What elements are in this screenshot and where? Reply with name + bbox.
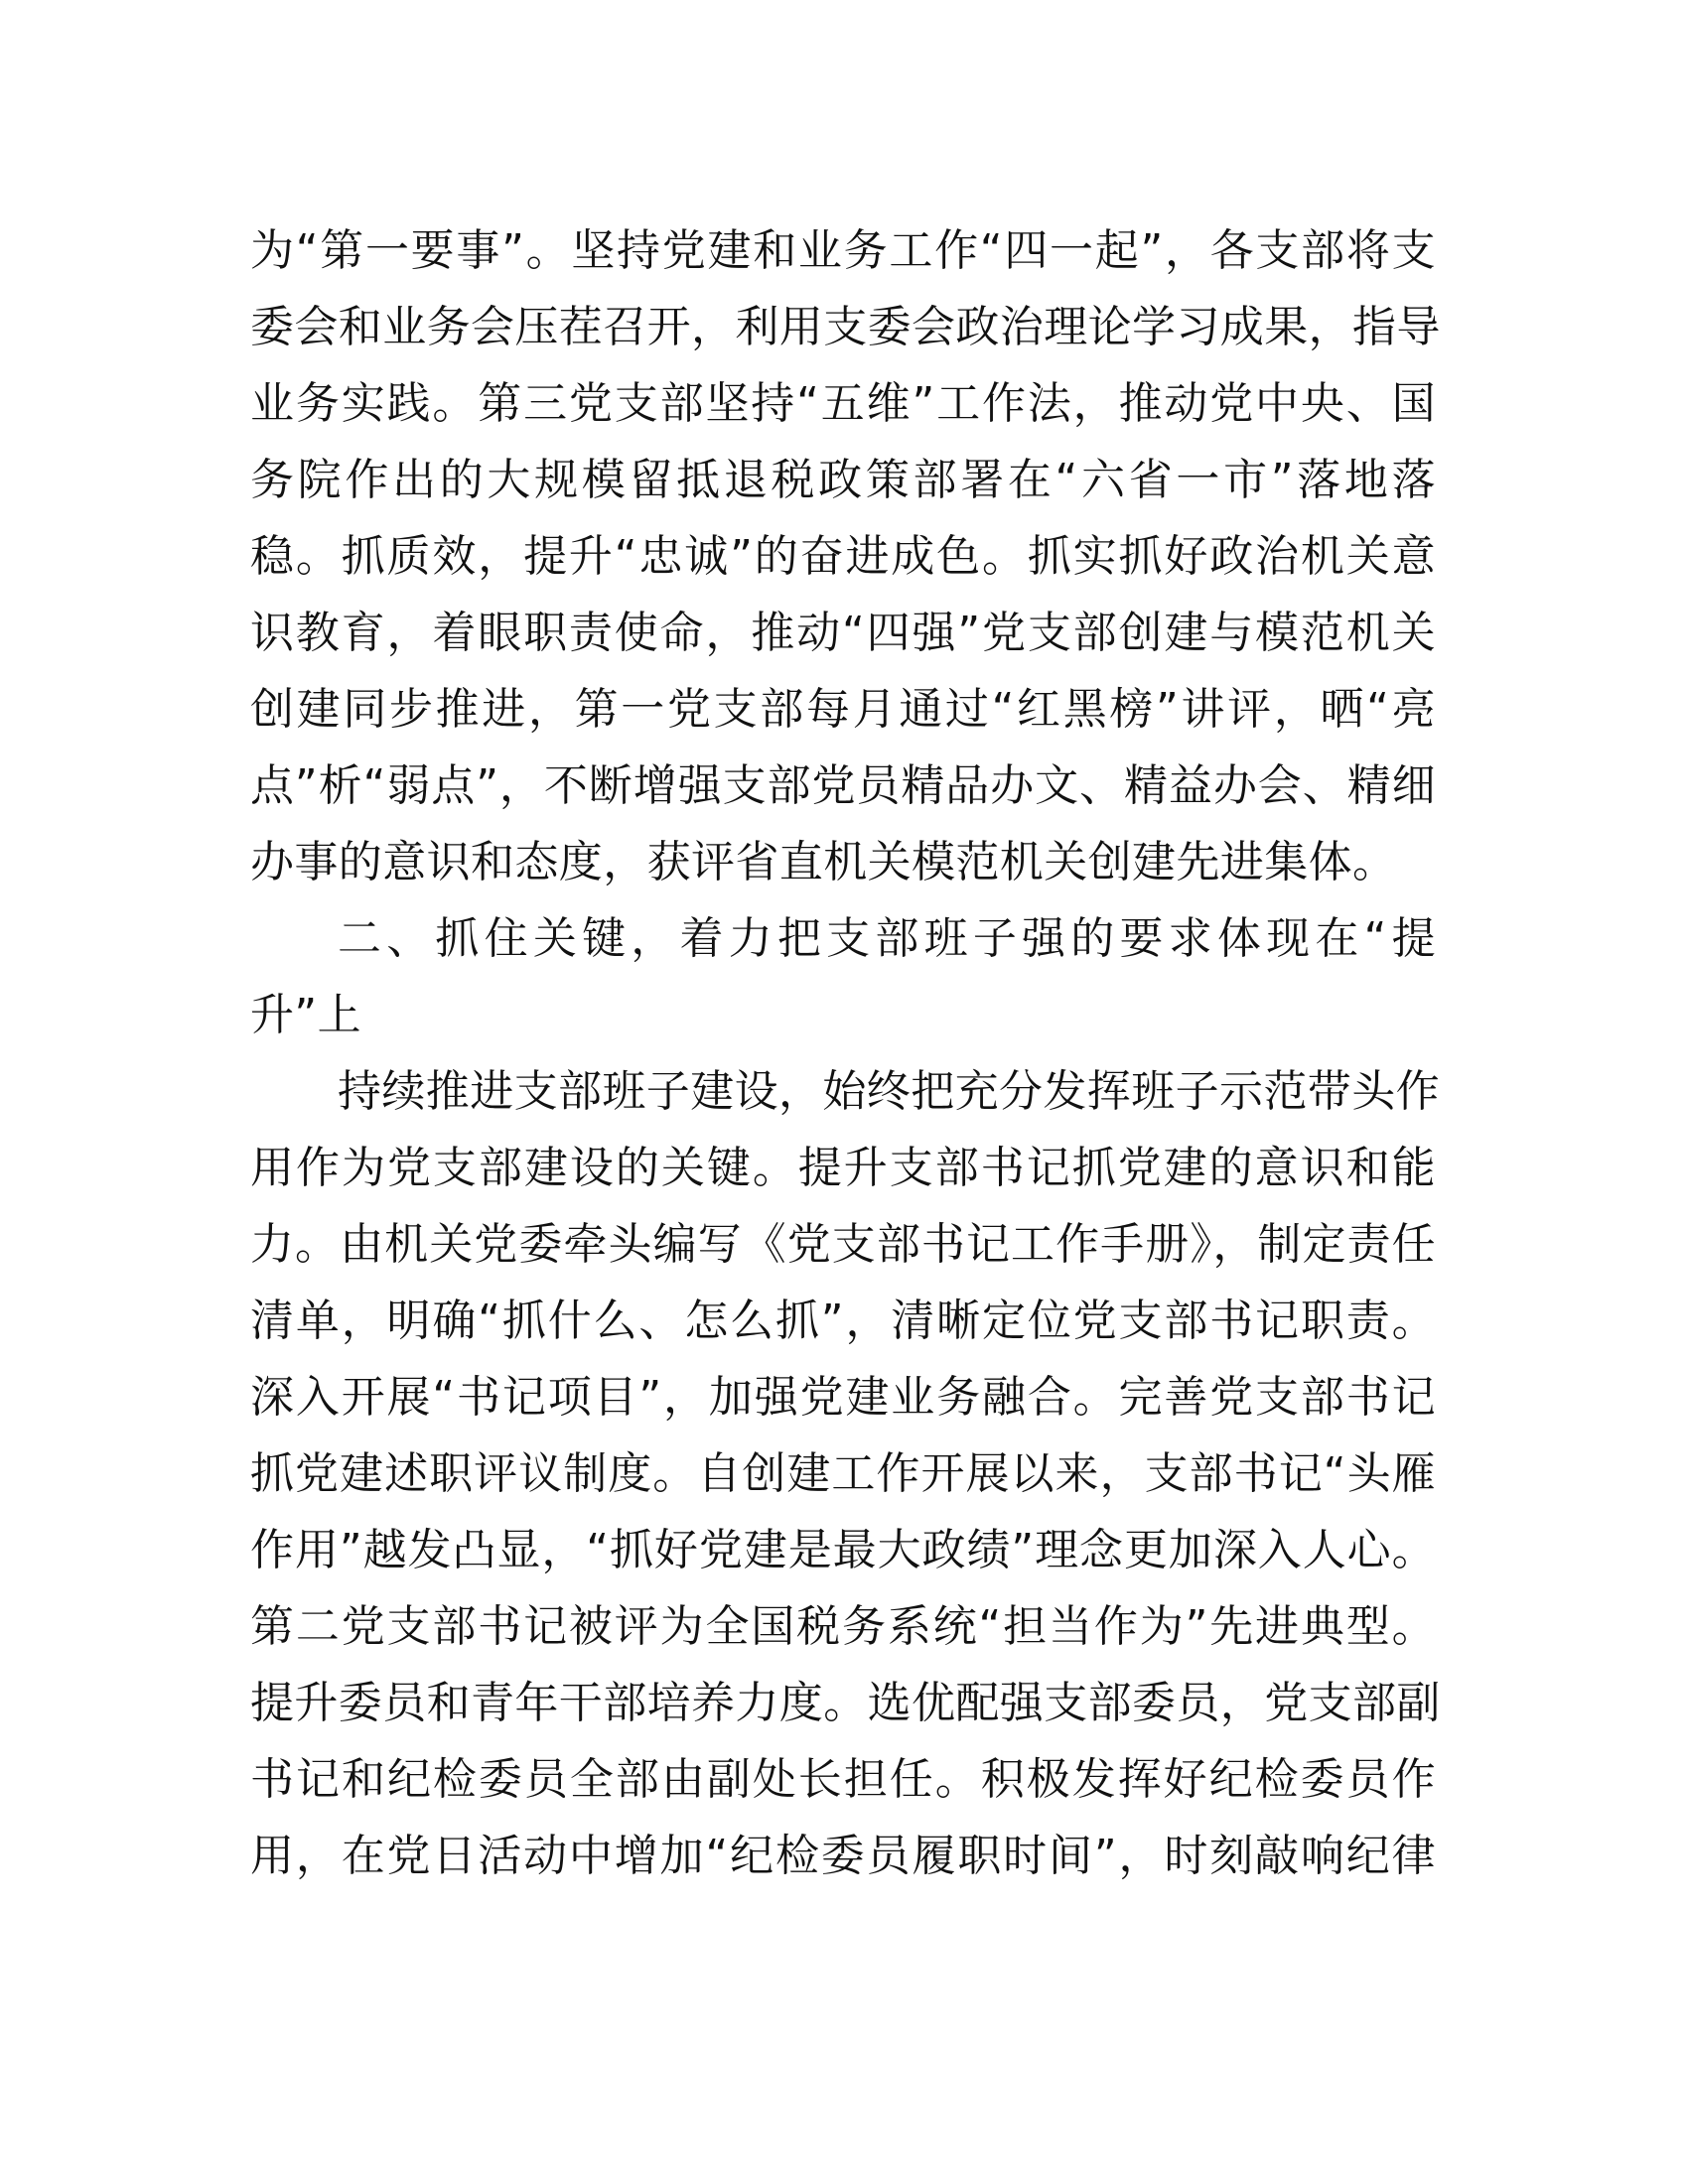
text-line: 力。由机关党委牵头编写《党支部书记工作手册》，制定责任 (250, 1219, 1436, 1270)
text-line: 作用”越发凸显，“抓好党建是最大政绩”理念更加深入人心。 (250, 1525, 1436, 1575)
text-line: 为“第一要事”。坚持党建和业务工作“四一起”，各支部将支 (250, 225, 1436, 276)
document-body (250, 212, 1441, 1894)
heading-line: 二、抓住关键，着力把支部班子强的要求体现在“提 (338, 913, 1436, 964)
text-line: 书记和纪检委员全部由副处长担任。积极发挥好纪检委员作 (250, 1754, 1436, 1805)
heading-line: 升”上 (250, 990, 361, 1040)
text-line: 办事的意识和态度，获评省直机关模范机关创建先进集体。 (250, 837, 1397, 887)
text-line: 用作为党支部建设的关键。提升支部书记抓党建的意识和能 (250, 1143, 1436, 1193)
text-line: 识教育，着眼职责使命，推动“四强”党支部创建与模范机关 (250, 608, 1436, 658)
section-heading-2 (250, 900, 1436, 1053)
text-line: 务院作出的大规模留抵退税政策部署在“六省一市”落地落 (250, 455, 1436, 505)
paragraph-team-building (250, 1053, 1441, 1894)
text-line: 清单，明确“抓什么、怎么抓”，清晰定位党支部书记职责。 (250, 1296, 1436, 1346)
text-line: 稳。抓质效，提升“忠诚”的奋进成色。抓实抓好政治机关意 (250, 531, 1436, 582)
text-line: 业务实践。第三党支部坚持“五维”工作法，推动党中央、国 (250, 378, 1436, 429)
text-line: 第二党支部书记被评为全国税务系统“担当作为”先进典型。 (250, 1601, 1436, 1652)
text-line: 创建同步推进，第一党支部每月通过“红黑榜”讲评，晒“亮 (250, 684, 1436, 735)
text-line: 深入开展“书记项目”，加强党建业务融合。完善党支部书记 (250, 1372, 1436, 1423)
text-line: 提升委员和青年干部培养力度。选优配强支部委员，党支部副 (250, 1678, 1441, 1728)
text-line: 抓党建述职评议制度。自创建工作开展以来，支部书记“头雁 (250, 1448, 1436, 1499)
text-line: 持续推进支部班子建设，始终把充分发挥班子示范带头作 (338, 1066, 1440, 1117)
text-line: 委会和业务会压茬召开，利用支委会政治理论学习成果，指导 (250, 302, 1441, 352)
text-line: 用，在党日活动中增加“纪检委员履职时间”，时刻敲响纪律 (250, 1831, 1436, 1881)
paragraph-party-work (250, 212, 1441, 900)
text-line: 点”析“弱点”，不断增强支部党员精品办文、精益办会、精细 (250, 760, 1436, 811)
